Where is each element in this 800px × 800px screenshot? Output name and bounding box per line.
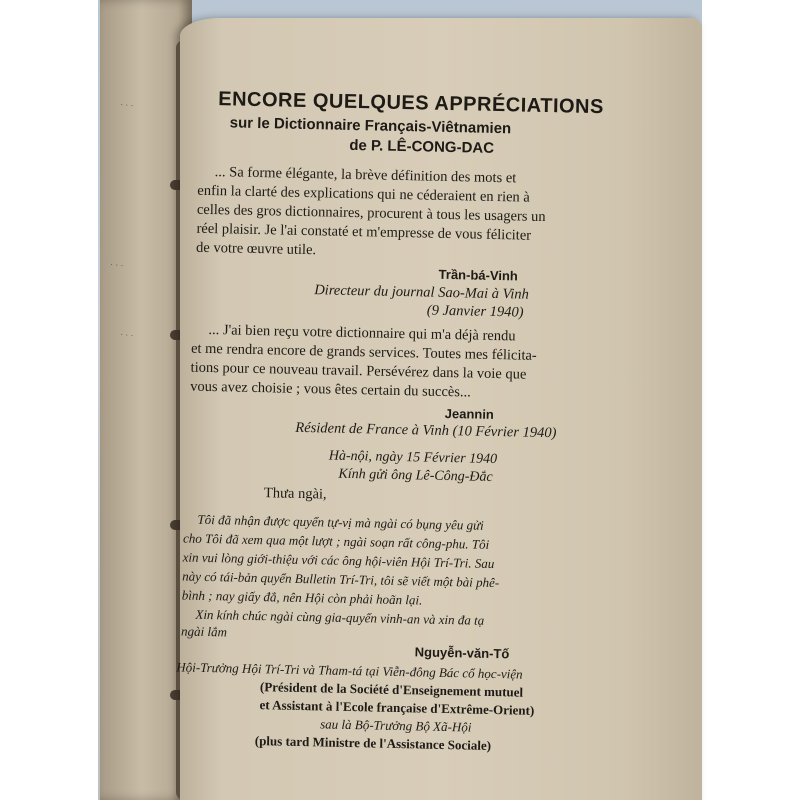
letter1-line: celles des gros dictionnaires, procurent à tous les usagers un bbox=[196, 201, 546, 226]
letter2-role: Résident de France à Vinh (10 Février 1940) bbox=[295, 419, 557, 442]
letter1-line: réel plaisir. Je l'ai constaté et m'empresse de vous féliciter bbox=[196, 220, 532, 244]
letter3-line: cho Tôi đã xem qua một lượt ; ngài soạn rất công-phu. Tôi bbox=[182, 530, 490, 552]
page-subtitle-author: de P. LÊ-CONG-DAC bbox=[349, 136, 495, 157]
letter3-line: bình ; nay giấy đắ, nên Hội còn phải hoãn lại. bbox=[181, 587, 423, 608]
page-title: ENCORE QUELQUES APPRÉCIATIONS bbox=[218, 88, 605, 119]
letter3-recipient: Kính gửi ông Lê-Công-Đắc bbox=[338, 466, 493, 485]
letter1-line: enfin la clarté des explications qui ne céderaient en rien à bbox=[197, 182, 530, 206]
letter1-line: de votre œuvre utile. bbox=[195, 239, 317, 259]
letter1-signer: Trần-bá-Vinh bbox=[438, 266, 518, 284]
left-page: · · · · · · · · · bbox=[100, 0, 192, 800]
letter1-date: (9 Janvier 1940) bbox=[426, 302, 524, 321]
letter2-line: vous avez choisie ; vous êtes certain du succès... bbox=[190, 378, 471, 401]
letter2-line: et me rendra encore de grands services. Toutes mes félicita- bbox=[190, 340, 537, 364]
letter1-role: Directeur du journal Sao-Mai à Vinh bbox=[314, 282, 530, 303]
letter2-line: ... J'ai bien reçu votre dictionnaire qui m'a déjà rendu bbox=[208, 321, 516, 345]
letter3-salutation: Thưa ngài, bbox=[263, 485, 327, 503]
letter3-line: Xin kính chúc ngài cùng gia-quyến vinh-an và xin đa tạ bbox=[195, 606, 485, 628]
letter3-line: Tôi đã nhận được quyển tự-vị mà ngài có bụng yêu gửi bbox=[197, 511, 484, 533]
letter3-signer: Nguyễn-văn-Tố bbox=[414, 644, 510, 662]
letter2-line: tions pour ce nouveau travail. Persévérez dans la voie que bbox=[190, 359, 527, 383]
page-subtitle: sur le Dictionnaire Français-Viêtnamien bbox=[229, 114, 512, 138]
letter3-line: này có tái-bản quyển Bulletin Trí-Tri, tôi sẽ viết một bài phê- bbox=[182, 568, 500, 591]
letter1-line: ... Sa forme élégante, la brève définition des mots et bbox=[214, 164, 517, 187]
letter3-line: ngài lắm bbox=[180, 623, 228, 640]
letter3-line: xin vui lòng giới-thiệu với các ông hội-viên Hội Trí-Tri. Sau bbox=[182, 549, 495, 572]
letter3-role-fr: et Assistant à l'Ecole française d'Extrême-Orient) bbox=[259, 697, 535, 718]
letter2-signer: Jeannin bbox=[444, 405, 494, 422]
letter3-role-vn: Hội-Trưởng Hội Trí-Tri và Tham-tá tại Viễn-đông Bác cổ học-viện bbox=[176, 659, 523, 682]
letter3-place-date: Hà-nội, ngày 15 Février 1940 bbox=[328, 448, 498, 468]
letter3-role-fr: (Président de la Société d'Enseignement mutuel bbox=[259, 679, 524, 700]
letter3-later-fr: (plus tard Ministre de l'Assistance Sociale) bbox=[254, 733, 492, 753]
letter3-later-vn: sau là Bộ-Trưởng Bộ Xã-Hội bbox=[320, 716, 472, 735]
